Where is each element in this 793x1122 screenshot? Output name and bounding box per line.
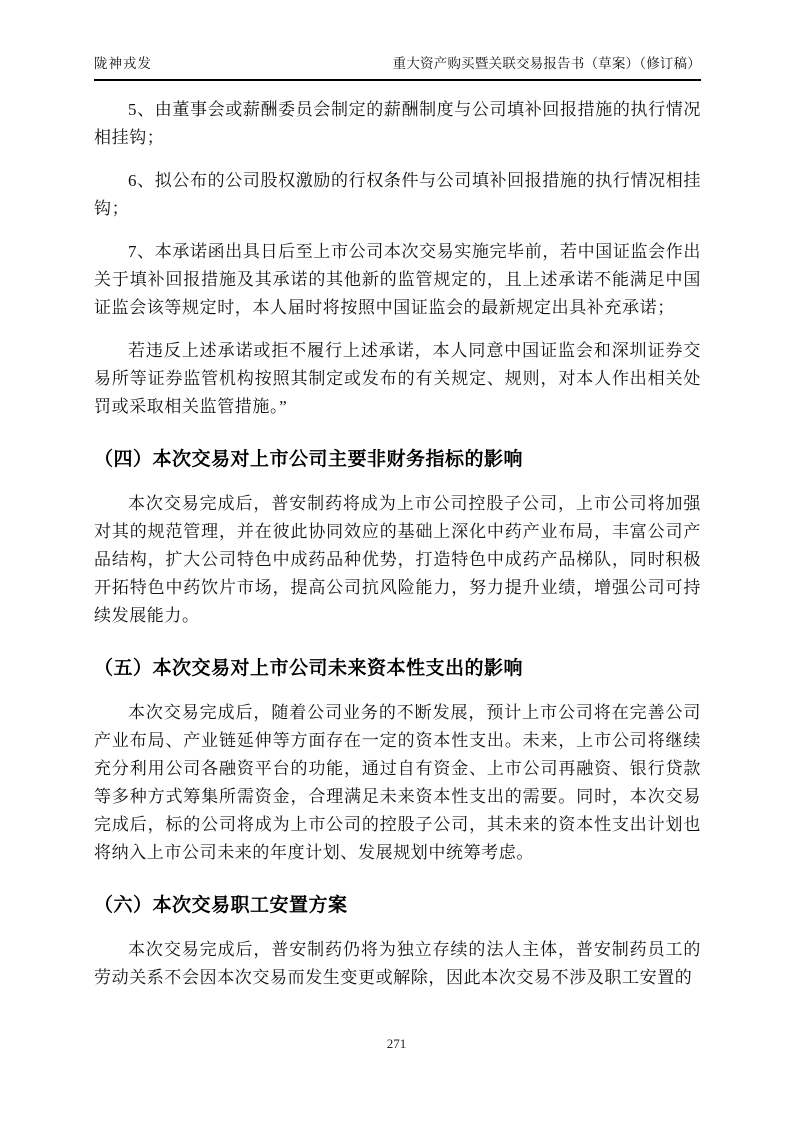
page-number: 271 <box>386 1036 407 1051</box>
section-heading-6-employee-placement-plan: （六）本次交易职工安置方案 <box>94 895 348 916</box>
page-footer <box>0 1036 793 1052</box>
page-header <box>94 52 701 81</box>
page-content <box>94 52 701 992</box>
paragraph-commitment-item-7: 7、本承诺函出具日后至上市公司本次交易实施完毕前，若中国证监会作出关于填补回报措施及其承诺的其他新的监管规定的，且上述承诺不能满足中国证监会该等规定时，本人届时将按照中国证监会的最新规定出具补充承诺； <box>94 242 701 317</box>
section-heading-5-capital-expenditure-impact: （五）本次交易对上市公司未来资本性支出的影响 <box>94 658 524 679</box>
paragraph-non-financial-impact: 本次交易完成后，普安制药将成为上市公司控股子公司，上市公司将加强对其的规范管理，并在彼此协同效应的基础上深化中药产业布局，丰富公司产品结构，扩大公司特色中成药品种优势，打造特色中成药产品梯队，同时积极开拓特色中药饮片市场，提高公司抗风险能力，努力提升业绩，增强公司可持续发展能力。 <box>94 494 701 625</box>
paragraph-employee-placement: 本次交易完成后，普安制药仍将为独立存续的法人主体，普安制药员工的劳动关系不会因本次交易而发生变更或解除，因此本次交易不涉及职工安置的 <box>94 940 701 987</box>
document-body <box>94 96 701 992</box>
paragraph-commitment-item-5: 5、由董事会或薪酬委员会制定的薪酬制度与公司填补回报措施的执行情况相挂钩； <box>94 100 701 147</box>
header-company-name: 陇神戎发 <box>94 56 152 71</box>
paragraph-capital-expenditure-impact: 本次交易完成后，随着公司业务的不断发展，预计上市公司将在完善公司产业布局、产业链延伸等方面存在一定的资本性支出。未来，上市公司将继续充分利用公司各融资平台的功能，通过自有资金、上市公司再融资、银行贷款等多种方式筹集所需资金，合理满足未来资本性支出的需要。同时，本次交易完成后，标的公司将成为上市公司的控股子公司，其未来的资本性支出计划也将纳入上市公司未来的年度计划、发展规划中统筹考虑。 <box>94 703 701 862</box>
header-report-title: 重大资产购买暨关联交易报告书（草案）（修订稿） <box>392 56 701 71</box>
paragraph-commitment-item-6: 6、拟公布的公司股权激励的行权条件与公司填补回报措施的执行情况相挂钩； <box>94 171 701 218</box>
paragraph-commitment-violation: 若违反上述承诺或拒不履行上述承诺，本人同意中国证监会和深圳证券交易所等证券监管机构按照其制定或发布的有关规定、规则，对本人作出相关处罚或采取相关监管措施。” <box>94 341 701 416</box>
section-heading-4-non-financial-impact: （四）本次交易对上市公司主要非财务指标的影响 <box>94 449 524 470</box>
